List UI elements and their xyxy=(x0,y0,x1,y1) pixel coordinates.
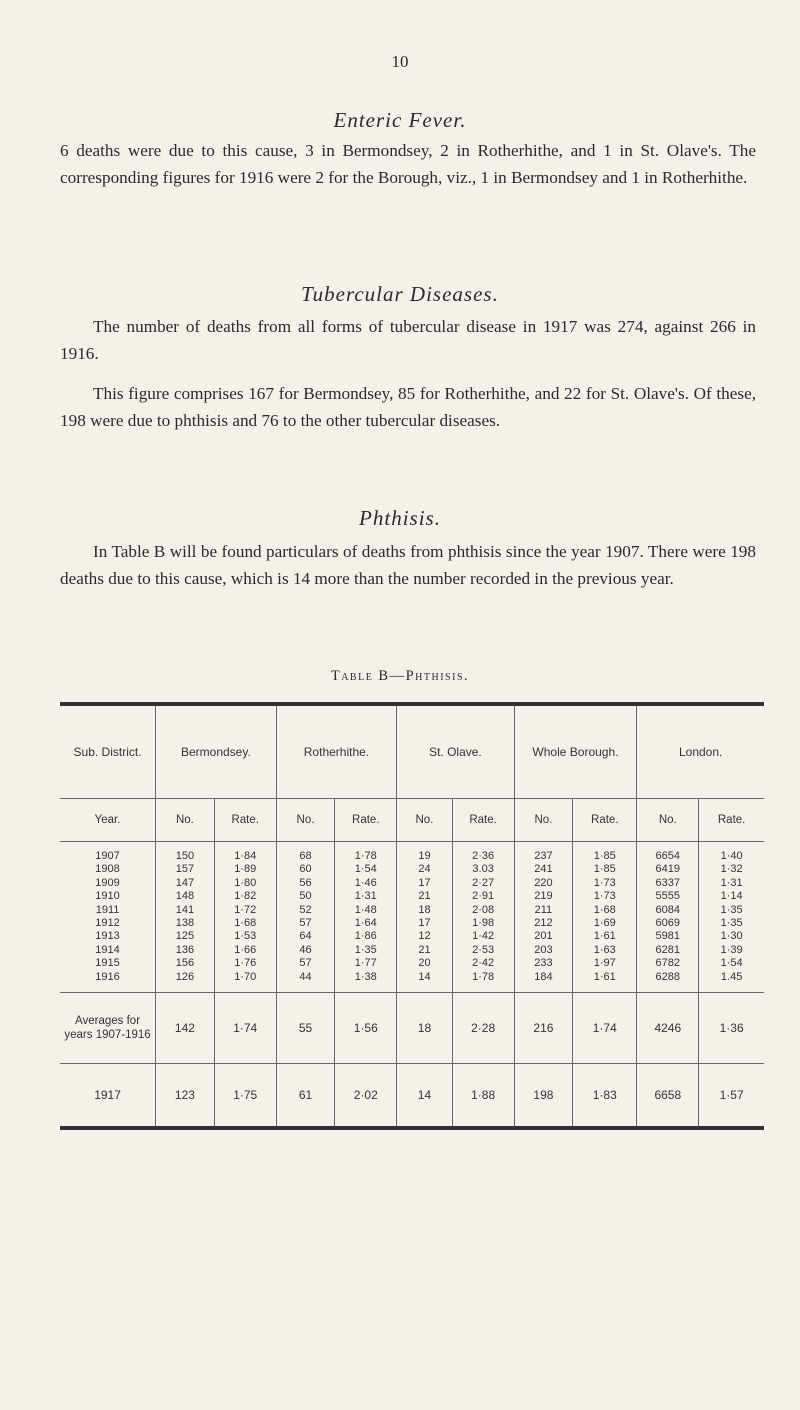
table-cell: 138 xyxy=(156,917,215,930)
rate-header: Rate. xyxy=(452,799,514,842)
table-cell: 3.03 xyxy=(452,863,514,876)
table-row xyxy=(60,930,764,943)
table-cell: 1·35 xyxy=(699,917,764,930)
table-cell: 1·88 xyxy=(452,1064,514,1127)
table-cell: 57 xyxy=(276,917,335,930)
enteric-paragraph: 6 deaths were due to this cause, 3 in Bermondsey, 2 in Rotherhithe, and 1 in St. Olave's. The corresponding figures for 1916 were 2 for the Borough, viz., 1 in Bermondsey and 1 in Rotherhithe. xyxy=(60,141,756,187)
table-cell: 1·98 xyxy=(452,917,514,930)
table-cell: 1·39 xyxy=(699,944,764,957)
table-cell: 1·61 xyxy=(573,930,637,943)
table-cell: 1·32 xyxy=(699,863,764,876)
table-cell: 1·75 xyxy=(214,1064,276,1127)
year-1917-row xyxy=(60,1064,764,1127)
year-cell: 1907 xyxy=(95,850,120,862)
table-cell: 1·78 xyxy=(452,971,514,993)
table-cell: 1.45 xyxy=(699,971,764,993)
enteric-heading: Enteric Fever. xyxy=(333,108,467,132)
table-cell: 6281 xyxy=(637,944,699,957)
table-cell: 6069 xyxy=(637,917,699,930)
table-cell: 184 xyxy=(514,971,573,993)
table-cell: 19 xyxy=(397,842,452,864)
district-header: Bermondsey. xyxy=(156,706,277,799)
no-header: No. xyxy=(514,799,573,842)
table-row xyxy=(60,842,764,864)
table-cell: 1·76 xyxy=(214,957,276,970)
table-cell: 1·82 xyxy=(214,890,276,903)
tubercular-paragraph-1: The number of deaths from all forms of tubercular disease in 1917 was 274, against 266 in 1916. xyxy=(60,317,756,363)
table-bottom-rule xyxy=(60,1126,764,1130)
table-cell: 61 xyxy=(276,1064,335,1127)
table-cell: 1·85 xyxy=(573,842,637,864)
table-cell: 5555 xyxy=(637,890,699,903)
table-cell: 1·64 xyxy=(335,917,397,930)
table-cell: 50 xyxy=(276,890,335,903)
table-cell: 1·89 xyxy=(214,863,276,876)
table-cell: 142 xyxy=(156,993,215,1064)
table-cell: 141 xyxy=(156,904,215,917)
table-cell: 17 xyxy=(397,917,452,930)
table-cell: 237 xyxy=(514,842,573,864)
table-cell: 1·85 xyxy=(573,863,637,876)
table-cell: 44 xyxy=(276,971,335,993)
table-cell: 211 xyxy=(514,904,573,917)
table-cell: 198 xyxy=(514,1064,573,1127)
table-cell: 18 xyxy=(397,904,452,917)
table-cell: 1·31 xyxy=(335,890,397,903)
year-cell: 1913 xyxy=(95,930,120,943)
phthisis-table xyxy=(60,702,764,1130)
table-cell: 6337 xyxy=(637,877,699,890)
table-cell: 1·57 xyxy=(699,1064,764,1127)
table-cell: 2·28 xyxy=(452,993,514,1064)
table-row xyxy=(60,890,764,903)
table-cell: 21 xyxy=(397,944,452,957)
table-title: Table B—Phthisis. xyxy=(330,668,470,684)
table-cell: 203 xyxy=(514,944,573,957)
table-cell: 57 xyxy=(276,957,335,970)
table-cell: 12 xyxy=(397,930,452,943)
table-cell: 1·14 xyxy=(699,890,764,903)
table-cell: 1·31 xyxy=(699,877,764,890)
table-cell: 1·78 xyxy=(335,842,397,864)
table-cell: 18 xyxy=(397,993,452,1064)
year-header: Year. xyxy=(60,799,156,842)
table-row xyxy=(60,957,764,970)
table-cell: 1·73 xyxy=(573,890,637,903)
table-cell: 1·35 xyxy=(335,944,397,957)
table-cell: 1·36 xyxy=(699,993,764,1064)
phthisis-paragraph: In Table B will be found particulars of deaths from phthisis since the year 1907. There were 198 deaths due to this cause, which is 14 more than the number recorded in the previous year. xyxy=(60,542,756,588)
table-cell: 56 xyxy=(276,877,335,890)
district-header: London. xyxy=(637,706,764,799)
table-cell: 2·36 xyxy=(452,842,514,864)
table-cell: 1·72 xyxy=(214,904,276,917)
year-cell: 1910 xyxy=(95,890,120,903)
district-header-row xyxy=(60,706,764,799)
table-row xyxy=(60,917,764,930)
table-cell: 241 xyxy=(514,863,573,876)
table-cell: 1·56 xyxy=(335,993,397,1064)
table-cell: 6419 xyxy=(637,863,699,876)
year-cell: 1909 xyxy=(95,876,120,889)
table-cell: 136 xyxy=(156,944,215,957)
table-cell: 2·02 xyxy=(335,1064,397,1127)
table-cell: 46 xyxy=(276,944,335,957)
table-cell: 1·86 xyxy=(335,930,397,943)
table-cell: 2·42 xyxy=(452,957,514,970)
table-cell: 1·97 xyxy=(573,957,637,970)
year-cell: 1915 xyxy=(95,957,120,970)
table-cell: 2·91 xyxy=(452,890,514,903)
phthisis-heading: Phthisis. xyxy=(359,506,441,530)
table-cell: 17 xyxy=(397,877,452,890)
table-cell: 1·83 xyxy=(573,1064,637,1127)
table-cell: 123 xyxy=(156,1064,215,1127)
table-cell: 24 xyxy=(397,863,452,876)
table-row xyxy=(60,971,764,993)
averages-row xyxy=(60,993,764,1064)
no-header: No. xyxy=(397,799,452,842)
table-row xyxy=(60,877,764,890)
table-cell: 125 xyxy=(156,930,215,943)
table-cell: 6288 xyxy=(637,971,699,993)
table-cell: 216 xyxy=(514,993,573,1064)
district-header: St. Olave. xyxy=(397,706,514,799)
table-cell: 55 xyxy=(276,993,335,1064)
table-cell: 1·54 xyxy=(699,957,764,970)
table-cell: 1·38 xyxy=(335,971,397,993)
table-cell: 1·68 xyxy=(573,904,637,917)
table-cell: 5981 xyxy=(637,930,699,943)
table-cell: 60 xyxy=(276,863,335,876)
table-cell: 1·74 xyxy=(214,993,276,1064)
table-cell: 147 xyxy=(156,877,215,890)
table-cell: 157 xyxy=(156,863,215,876)
table-cell: 68 xyxy=(276,842,335,864)
district-header: Rotherhithe. xyxy=(276,706,397,799)
table-cell: 233 xyxy=(514,957,573,970)
table-cell: 1·30 xyxy=(699,930,764,943)
table-cell: 14 xyxy=(397,971,452,993)
table-cell: 1·68 xyxy=(214,917,276,930)
table-cell: 1·73 xyxy=(573,877,637,890)
table-cell: 1·42 xyxy=(452,930,514,943)
sub-district-header: Sub. District. xyxy=(73,744,142,759)
table-cell: 212 xyxy=(514,917,573,930)
table-cell: 52 xyxy=(276,904,335,917)
table-cell: 150 xyxy=(156,842,215,864)
table-cell: 1·63 xyxy=(573,944,637,957)
table-cell: 2·08 xyxy=(452,904,514,917)
year-cell: 1912 xyxy=(95,917,120,930)
no-header: No. xyxy=(156,799,215,842)
table-cell: 201 xyxy=(514,930,573,943)
table-cell: 6654 xyxy=(637,842,699,864)
rate-header: Rate. xyxy=(335,799,397,842)
table-cell: 1·40 xyxy=(699,842,764,864)
table-cell: 126 xyxy=(156,971,215,993)
table-cell: 1·70 xyxy=(214,971,276,993)
year-cell: 1908 xyxy=(95,863,120,876)
rate-header: Rate. xyxy=(573,799,637,842)
table-cell: 20 xyxy=(397,957,452,970)
table-cell: 1·77 xyxy=(335,957,397,970)
district-header: Whole Borough. xyxy=(514,706,637,799)
table-cell: 1·48 xyxy=(335,904,397,917)
table-cell: 2·27 xyxy=(452,877,514,890)
no-header: No. xyxy=(276,799,335,842)
table-cell: 4246 xyxy=(637,993,699,1064)
table-cell: 21 xyxy=(397,890,452,903)
table-cell: 219 xyxy=(514,890,573,903)
rate-header: Rate. xyxy=(214,799,276,842)
page-number: 10 xyxy=(391,52,409,71)
table-cell: 1·61 xyxy=(573,971,637,993)
table-cell: 6084 xyxy=(637,904,699,917)
year-cell: 1916 xyxy=(95,970,120,983)
table-cell: 1·54 xyxy=(335,863,397,876)
table-cell: 2·53 xyxy=(452,944,514,957)
table-cell: 156 xyxy=(156,957,215,970)
tubercular-paragraph-2: This figure comprises 167 for Bermondsey, 85 for Rotherhithe, and 22 for St. Olave's. Of these, 198 were due to phthisis and 76 to the other tubercular diseases. xyxy=(60,384,756,430)
table-row xyxy=(60,863,764,876)
table-cell: 1·35 xyxy=(699,904,764,917)
table-row xyxy=(60,944,764,957)
table-cell: 1·69 xyxy=(573,917,637,930)
table-row xyxy=(60,904,764,917)
table-cell: 1·84 xyxy=(214,842,276,864)
table-cell: 1·53 xyxy=(214,930,276,943)
table-cell: 14 xyxy=(397,1064,452,1127)
table-cell: 64 xyxy=(276,930,335,943)
table-cell: 148 xyxy=(156,890,215,903)
no-header: No. xyxy=(637,799,699,842)
tubercular-heading: Tubercular Diseases. xyxy=(301,282,499,306)
table-cell: 1·46 xyxy=(335,877,397,890)
year-cell: 1911 xyxy=(95,903,120,916)
column-header-row xyxy=(60,799,764,842)
table-cell: 6658 xyxy=(637,1064,699,1127)
year-cell: 1914 xyxy=(95,943,120,956)
table-cell: 6782 xyxy=(637,957,699,970)
rate-header: Rate. xyxy=(699,799,764,842)
year-cell: 1917 xyxy=(94,1088,121,1103)
table-cell: 1·66 xyxy=(214,944,276,957)
averages-label: Averages for years 1907-1916 xyxy=(60,993,156,1064)
table-cell: 1·80 xyxy=(214,877,276,890)
table-cell: 220 xyxy=(514,877,573,890)
table-cell: 1·74 xyxy=(573,993,637,1064)
